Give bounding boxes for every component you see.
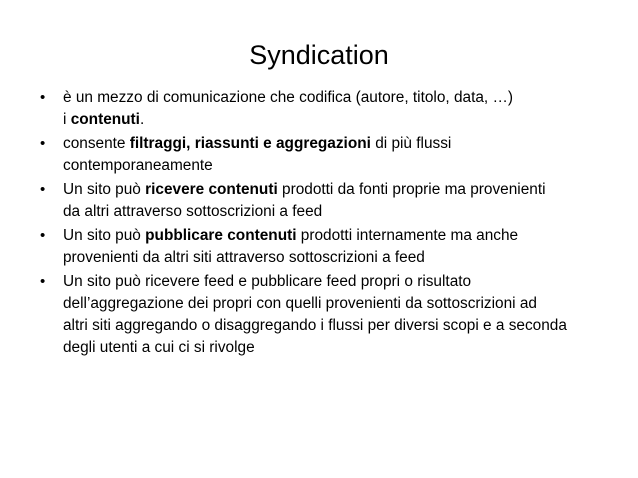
slide-title: Syndication <box>249 40 389 70</box>
bullet-dot-icon: • <box>40 89 46 106</box>
bullet-text: da altri attraverso sottoscrizioni a feed <box>63 203 323 220</box>
bullet-text: contemporaneamente <box>63 157 213 174</box>
bullet-text: Un sito può ricevere feed e pubblicare feed propri o risultato <box>63 273 472 290</box>
bullet-text: altri siti aggregando o disaggregando i flussi per diversi scopi e a seconda <box>63 317 567 334</box>
bullet-dot-icon: • <box>40 135 46 152</box>
bullet-text: Un sito può <box>63 181 146 198</box>
bullet-dot-icon: • <box>40 181 46 198</box>
bullet-item <box>40 179 620 223</box>
bullet-list <box>40 87 620 361</box>
bullet-text: Un sito può <box>63 227 146 244</box>
bullet-bold-text: filtraggi, riassunti e aggregazioni <box>129 135 371 152</box>
bullet-dot-icon: • <box>40 273 46 290</box>
bullet-text: consente <box>63 135 130 152</box>
bullet-text: è un mezzo di comunicazione che codifica (autore, titolo, data, …) <box>63 89 513 106</box>
bullet-text: di più flussi <box>370 135 452 152</box>
bullet-text: prodotti da fonti proprie ma provenienti <box>277 181 546 198</box>
bullet-bold-text: contenuti <box>70 111 140 128</box>
bullet-item <box>40 133 620 177</box>
bullet-dot-icon: • <box>40 227 46 244</box>
bullet-text: dell’aggregazione dei propri con quelli provenienti da sottoscrizioni ad <box>63 295 537 312</box>
bullet-text: degli utenti a cui ci si rivolge <box>63 339 255 356</box>
bullet-item <box>40 271 620 359</box>
bullet-text: . <box>139 111 145 128</box>
bullet-item <box>40 225 620 269</box>
bullet-bold-text: pubblicare contenuti <box>145 227 297 244</box>
bullet-text: provenienti da altri siti attraverso sottoscrizioni a feed <box>63 249 425 266</box>
bullet-text: prodotti internamente ma anche <box>296 227 519 244</box>
bullet-item <box>40 87 620 131</box>
bullet-text: i <box>63 111 71 128</box>
bullet-bold-text: ricevere contenuti <box>145 181 278 198</box>
